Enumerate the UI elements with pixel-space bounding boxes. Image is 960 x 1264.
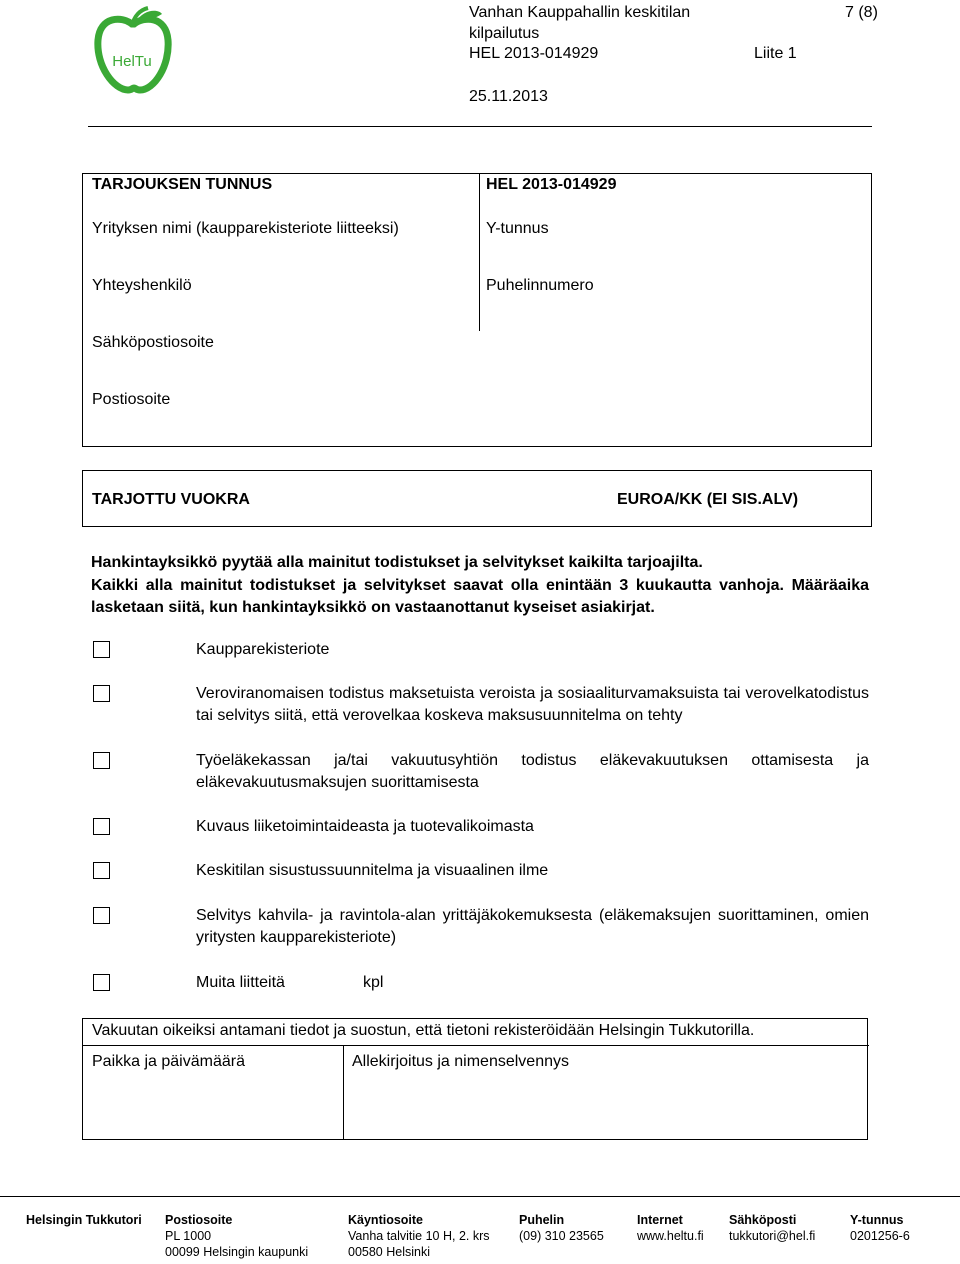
postal-address-field[interactable]: Postiosoite [92, 391, 171, 408]
offer-id-value: HEL 2013-014929 [486, 176, 617, 193]
apple-logo-icon [92, 4, 172, 96]
checklist-item-restaurant-experience: Selvitys kahvila- ja ravintola-alan yrittäjäkokemuksesta (eläkemaksujen suorittaminen, omien yritysten kaupparekisteriote) [196, 907, 869, 946]
checkbox-restaurant-experience[interactable] [93, 907, 110, 924]
rent-unit-label: EUROA/KK (EI SIS.ALV) [617, 491, 799, 508]
footer-postal-line2: 00099 Helsingin kaupunki [165, 1245, 309, 1259]
checklist-item-business-idea: Kuvaus liiketoimintaideasta ja tuotevalikoimasta [196, 818, 534, 835]
checklist-item-pension-certificate: Työeläkekassan ja/tai vakuutusyhtiön todistus eläkevakuutuksen ottamisesta ja eläkevakuutusmaksujen suorittamisesta [196, 752, 869, 791]
declaration-text: Vakuutan oikeiksi antamani tiedot ja suostun, että tietoni rekisteröidään Helsingin Tukkutorilla. [92, 1022, 755, 1039]
signature-column-divider [343, 1045, 344, 1140]
attachment-label: Liite 1 [754, 45, 797, 62]
other-attachments-unit: kpl [363, 974, 384, 991]
footer-visit-line2: 00580 Helsinki [348, 1245, 430, 1259]
offer-id-label: TARJOUKSEN TUNNUS [92, 176, 273, 193]
checklist-item-interior-plan: Keskitilan sisustussuunnitelma ja visuaalinen ilme [196, 862, 549, 879]
phone-number-field[interactable]: Puhelinnumero [486, 277, 594, 294]
place-date-field[interactable]: Paikka ja päivämäärä [92, 1053, 245, 1070]
signature-field[interactable]: Allekirjoitus ja nimenselvennys [352, 1053, 569, 1070]
offer-info-table [82, 173, 872, 447]
footer-visit-line1: Vanha talvitie 10 H, 2. krs [348, 1229, 490, 1243]
offered-rent-label: TARJOTTU VUOKRA [92, 491, 250, 508]
instructions-line2: Kaikki alla mainitut todistukset ja selvitykset saavat olla enintään 3 kuukautta vanhoja. Määräaika lasketaan siitä, kun hankintayksikkö on vastaanottanut kyseiset asiakirjat. [91, 577, 869, 616]
footer-business-id-label: Y-tunnus [850, 1213, 904, 1227]
other-attachments-label: Muita liitteitä [196, 974, 285, 991]
table-column-divider [479, 174, 480, 331]
contact-person-field[interactable]: Yhteyshenkilö [92, 277, 192, 294]
checkbox-other-attachments[interactable] [93, 974, 110, 991]
business-id-field[interactable]: Y-tunnus [486, 220, 549, 237]
footer-visit-label: Käyntiosoite [348, 1213, 424, 1227]
checklist-item-trade-register: Kaupparekisteriote [196, 641, 330, 658]
footer-email-link[interactable]: tukkutori@hel.fi [729, 1229, 816, 1243]
page-number: 7 (8) [845, 4, 878, 21]
footer-phone-label: Puhelin [519, 1213, 565, 1227]
checkbox-pension-certificate[interactable] [93, 752, 110, 769]
footer-phone: (09) 310 23565 [519, 1229, 604, 1243]
footer-postal-line1: PL 1000 [165, 1229, 212, 1243]
header-divider [88, 126, 872, 127]
footer-business-id: 0201256-6 [850, 1229, 910, 1243]
checkbox-tax-certificate[interactable] [93, 685, 110, 702]
email-address-field[interactable]: Sähköpostiosoite [92, 334, 214, 351]
checkbox-interior-plan[interactable] [93, 862, 110, 879]
logo-text: HelTu [112, 53, 152, 70]
doc-date: 25.11.2013 [469, 88, 548, 105]
footer-postal-label: Postiosoite [165, 1213, 233, 1227]
heltu-logo [92, 4, 172, 96]
checklist-item-tax-certificate: Veroviranomaisen todistus maksetuista veroista ja sosiaaliturvamaksuista tai verovelkatodistus tai selvitys siitä, että verovelkaa koskeva maksusuunnitelma on tehty [196, 685, 869, 724]
footer-divider [0, 1196, 960, 1197]
footer-org-name: Helsingin Tukkutori [26, 1213, 142, 1227]
footer-website-link[interactable]: www.heltu.fi [637, 1229, 704, 1243]
checkbox-business-idea[interactable] [93, 818, 110, 835]
doc-title-line1: Vanhan Kauppahallin keskitilan [469, 4, 691, 21]
footer-internet-label: Internet [637, 1213, 683, 1227]
footer-email-label: Sähköposti [729, 1213, 797, 1227]
doc-reference: HEL 2013-014929 [469, 45, 599, 62]
instructions-line1: Hankintayksikkö pyytää alla mainitut todistukset ja selvitykset kaikilta tarjoajilta. [91, 554, 703, 571]
declaration-divider [83, 1045, 869, 1046]
company-name-field[interactable]: Yrityksen nimi (kaupparekisteriote liitteeksi) [92, 220, 399, 237]
checkbox-trade-register[interactable] [93, 641, 110, 658]
doc-title-line2: kilpailutus [469, 25, 540, 42]
